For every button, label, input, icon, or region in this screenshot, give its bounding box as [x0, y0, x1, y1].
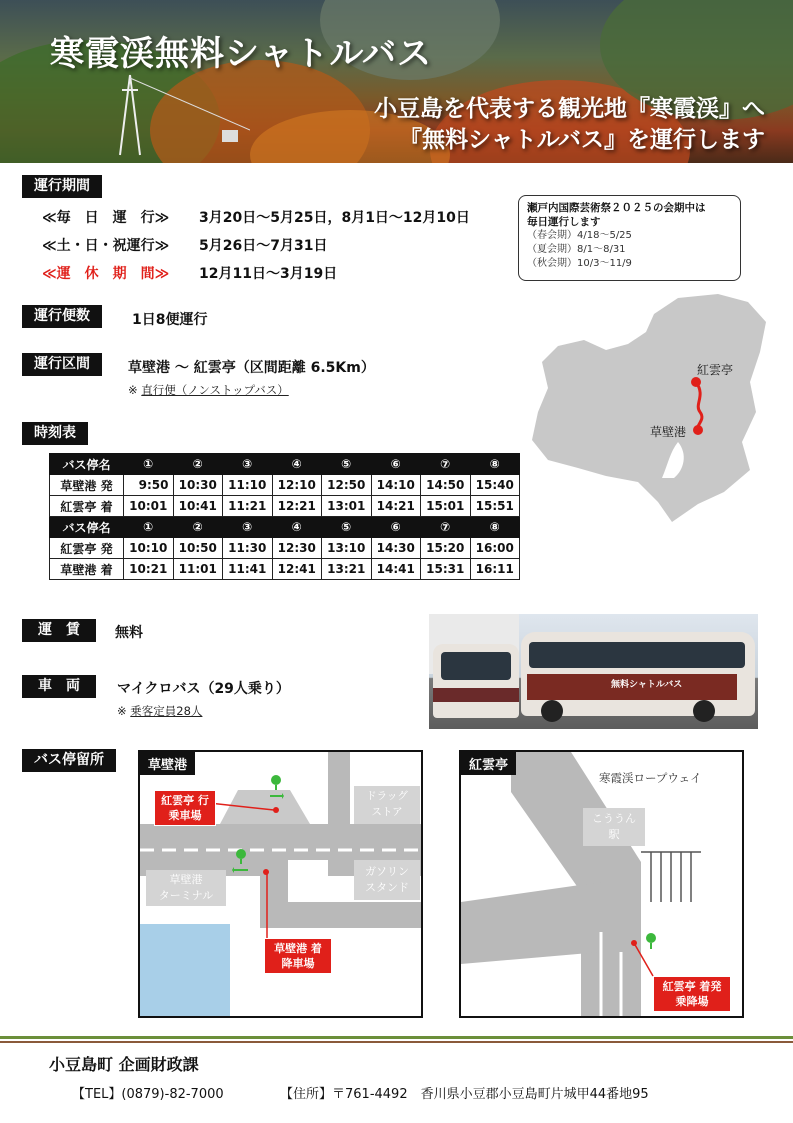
period-row-dates: 5月26日～7月31日: [199, 238, 328, 254]
footer-address: 【住所】〒761-4492 香川県小豆郡小豆島町片城甲44番地95: [280, 1087, 649, 1102]
festival-notice-box: [518, 195, 741, 281]
road: [328, 752, 350, 824]
header-number: ⑥: [371, 454, 421, 475]
time-cell: 9:50: [124, 475, 174, 496]
fare-value: 無料: [115, 625, 143, 641]
route-value: 草壁港 〜 紅雲亭（区間距離 6.5Km）: [128, 360, 375, 376]
time-cell: 15:51: [470, 496, 520, 517]
terminal-block: 草壁港 ターミナル: [146, 870, 226, 906]
time-cell: 12:10: [272, 475, 322, 496]
kusakabe-stop-map: [138, 750, 423, 1018]
header-number: ④: [272, 517, 322, 538]
hero-subtitle-line1: 小豆島を代表する観光地『寒霞渓』へ: [374, 96, 765, 122]
time-cell: 15:31: [421, 559, 471, 580]
bus-windshield: [441, 652, 511, 680]
table-row: [50, 559, 520, 580]
time-cell: 10:30: [173, 475, 223, 496]
bus-photo: [429, 614, 758, 729]
empty-lot: [288, 860, 328, 902]
header-number: ⑧: [470, 517, 520, 538]
harbor-water: [140, 924, 230, 1018]
header-number: ③: [223, 517, 273, 538]
header-number: ⑥: [371, 517, 421, 538]
bus-front: [433, 644, 519, 718]
header-number: ④: [272, 454, 322, 475]
pointer-line: [264, 872, 274, 944]
time-cell: 14:30: [371, 538, 421, 559]
header-number: ⑦: [421, 517, 471, 538]
gas-station-block: ガソリン スタンド: [354, 860, 420, 900]
ropeway-tower-icon: [110, 70, 250, 160]
time-cell: 14:10: [371, 475, 421, 496]
koun-map-title: 紅雲亭: [461, 752, 516, 775]
road: [260, 902, 421, 928]
time-cell: 10:10: [124, 538, 174, 559]
stop-cell: 草壁港 発: [50, 475, 124, 496]
header-number: ⑤: [322, 454, 372, 475]
island-map: [528, 292, 773, 532]
drugstore-block: ドラッグ ストア: [354, 786, 420, 824]
header-number: ⑧: [470, 454, 520, 475]
time-cell: 15:40: [470, 475, 520, 496]
period-row-dates: 3月20日～5月25日，8月1日～12月10日: [199, 210, 470, 226]
time-cell: 14:21: [371, 496, 421, 517]
note-mark: ※: [117, 704, 131, 718]
header-number: ⑤: [322, 517, 372, 538]
header-stop: バス停名: [50, 454, 124, 475]
hero-subtitle-line2: 『無料シャトルバス』を運行します: [399, 127, 765, 153]
route-label: 運行区間: [22, 353, 102, 376]
frequency-label: 運行便数: [22, 305, 102, 328]
stop-cell: 紅雲亭 着: [50, 496, 124, 517]
period-row-name: ≪毎 日 運 行≫: [42, 210, 170, 226]
header-number: ①: [124, 454, 174, 475]
time-cell: 10:50: [173, 538, 223, 559]
time-cell: 10:21: [124, 559, 174, 580]
time-cell: 13:01: [322, 496, 372, 517]
table-header-row: [50, 454, 520, 475]
koun-stop-map: [459, 750, 744, 1018]
time-cell: 14:50: [421, 475, 471, 496]
table-row: [50, 475, 520, 496]
page-title: 寒霞渓無料シャトルバス: [50, 34, 432, 74]
bus-wheel: [541, 700, 563, 722]
period-row-name: ≪土・日・祝運行≫: [42, 238, 170, 254]
header-number: ②: [173, 517, 223, 538]
header-stop: バス停名: [50, 517, 124, 538]
time-cell: 12:21: [272, 496, 322, 517]
table-header-row: [50, 517, 520, 538]
festival-summer: （夏会期）8/1～8/31: [527, 244, 626, 255]
table-row: [50, 496, 520, 517]
vehicle-label: 車 両: [22, 675, 96, 698]
time-cell: 12:30: [272, 538, 322, 559]
time-cell: 11:10: [223, 475, 273, 496]
time-cell: 11:41: [223, 559, 273, 580]
vehicle-note-text: 乗客定員28人: [130, 704, 203, 718]
time-cell: 12:50: [322, 475, 372, 496]
bus-stop-pin-icon: [268, 774, 284, 802]
header-number: ①: [124, 517, 174, 538]
koun-stop-label: 紅雲亭 着発 乗降場: [653, 976, 731, 1012]
festival-title-line2: 毎日運行します: [527, 216, 601, 228]
time-cell: 10:41: [173, 496, 223, 517]
ropeway-label: 寒霞渓ロープウェイ: [599, 771, 702, 785]
time-cell: 16:00: [470, 538, 520, 559]
boarding-stop-label: 紅雲亭 行 乗車場: [154, 790, 216, 826]
fare-label: 運 賃: [22, 619, 96, 642]
period-label: 運行期間: [22, 175, 102, 198]
vehicle-value: マイクロバス（29人乗り）: [117, 681, 290, 697]
time-cell: 15:20: [421, 538, 471, 559]
time-cell: 12:41: [272, 559, 322, 580]
time-cell: 16:11: [470, 559, 520, 580]
pointer-line: [629, 938, 659, 978]
note-mark: ※: [128, 383, 142, 397]
frequency-value: 1日8便運行: [132, 312, 208, 328]
time-cell: 11:30: [223, 538, 273, 559]
footer-tel: 【TEL】(0879)-82-7000: [72, 1087, 224, 1102]
header-number: ②: [173, 454, 223, 475]
stop-cell: 草壁港 着: [50, 559, 124, 580]
festival-autumn: （秋会期）10/3～11/9: [527, 258, 632, 269]
time-cell: 10:01: [124, 496, 174, 517]
bus-sign: 無料シャトルバス: [611, 680, 683, 690]
period-row-name: ≪運 休 期 間≫: [42, 266, 170, 282]
route-note-text: 直行便（ノンストップバス）: [141, 383, 289, 397]
time-cell: 13:21: [322, 559, 372, 580]
bus-side: [521, 632, 755, 716]
time-cell: 11:01: [173, 559, 223, 580]
table-row: [50, 538, 520, 559]
time-cell: 11:21: [223, 496, 273, 517]
festival-spring: （春会期）4/18～5/25: [527, 230, 632, 241]
festival-title: 瀬戸内国際芸術祭２０２５の会期中は: [527, 202, 706, 214]
stops-label: バス停留所: [22, 749, 116, 772]
station-block: こううん 駅: [583, 808, 645, 846]
alighting-stop-label: 草壁港 着 降車場: [264, 938, 332, 974]
footer-department: 小豆島町 企画財政課: [49, 1055, 199, 1074]
bus-windows: [529, 642, 745, 668]
map-stop-koun: 紅雲亭: [697, 363, 734, 377]
footer-divider: [0, 1036, 793, 1039]
hero-banner: [0, 0, 793, 163]
stop-cell: 紅雲亭 発: [50, 538, 124, 559]
time-cell: 14:41: [371, 559, 421, 580]
timetable: [49, 453, 520, 580]
header-number: ③: [223, 454, 273, 475]
bus-stripe: [433, 688, 519, 702]
map-stop-kusakabe: 草壁港: [650, 425, 687, 439]
vehicle-note: [117, 703, 202, 719]
footer-divider: [0, 1041, 793, 1043]
bus-wheel: [693, 700, 715, 722]
header-number: ⑦: [421, 454, 471, 475]
route-note: [128, 382, 289, 398]
kusakabe-map-title: 草壁港: [140, 752, 195, 775]
time-cell: 13:10: [322, 538, 372, 559]
time-cell: 15:01: [421, 496, 471, 517]
period-row-dates: 12月11日～3月19日: [199, 266, 338, 282]
timetable-label: 時刻表: [22, 422, 88, 445]
